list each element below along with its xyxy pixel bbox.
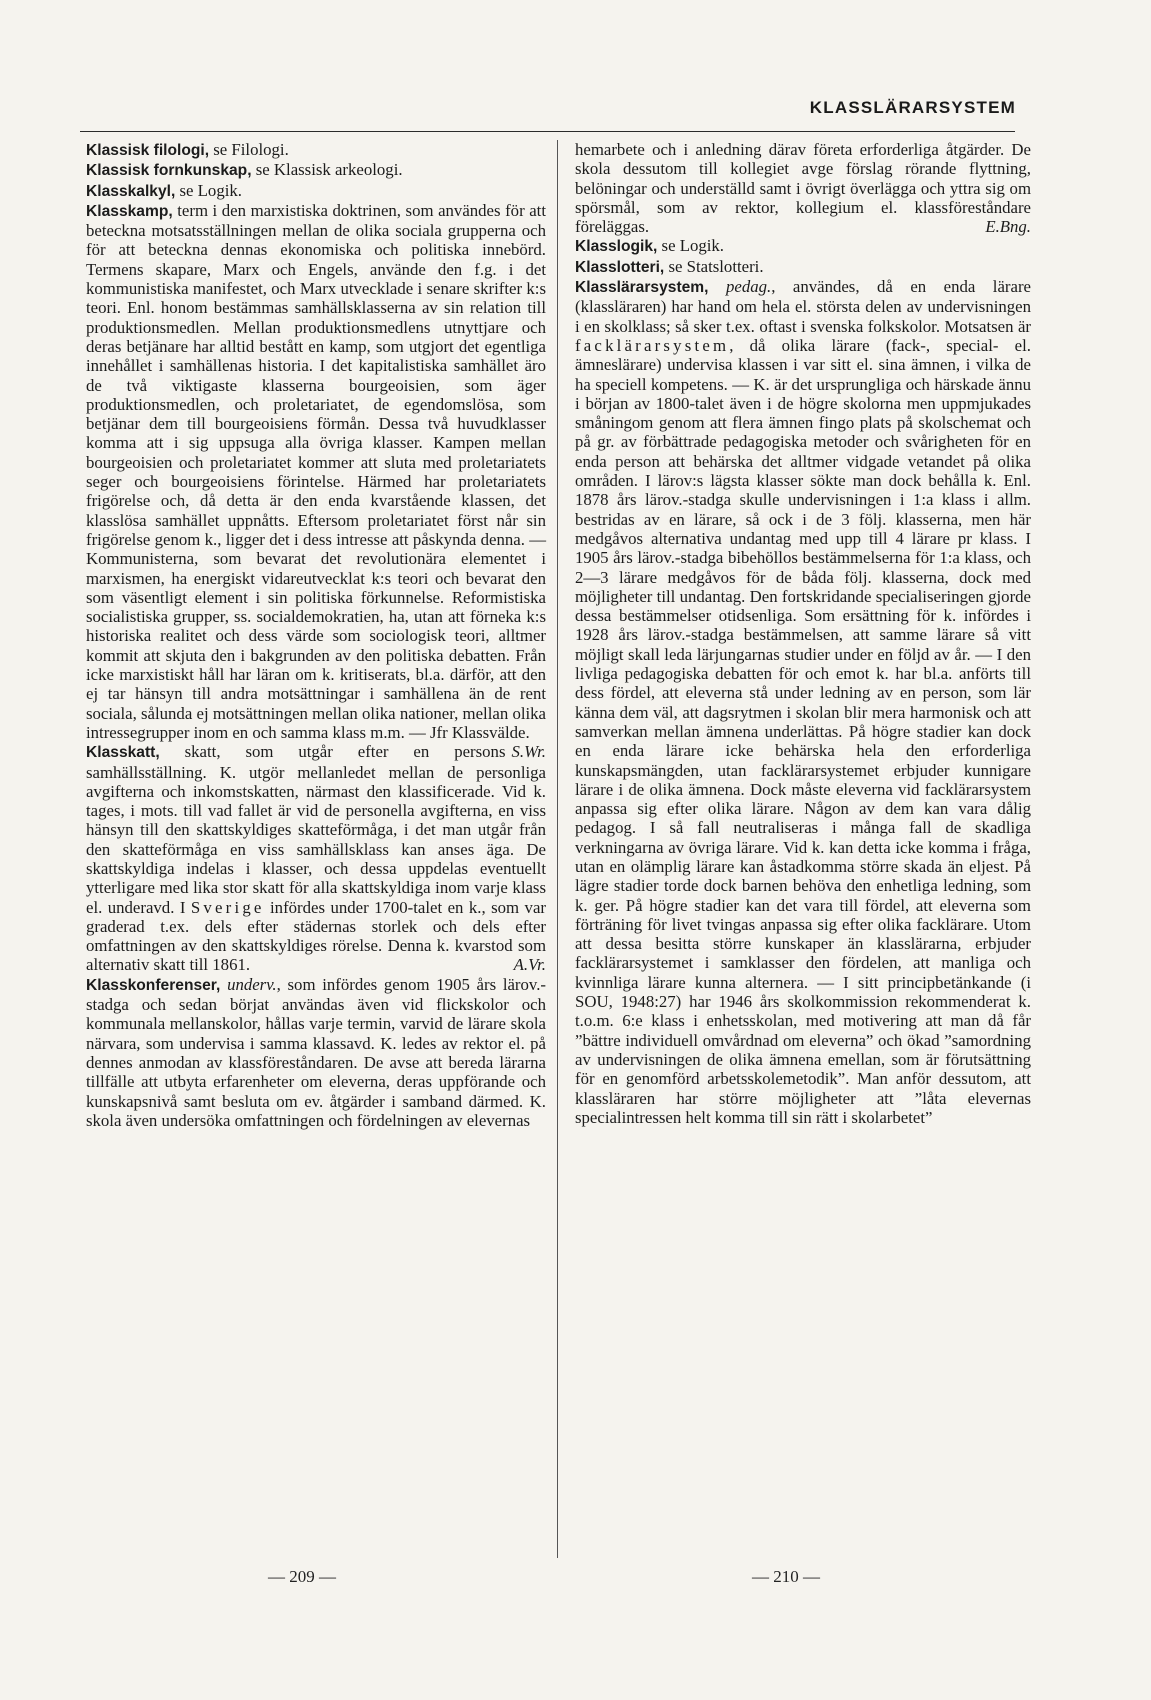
entry-klasslogik [575, 236, 1031, 256]
entry-text: , som infördes genom 1905 års lärov.-stadga och sedan börjat användas även vid flickskolor och kommunala mellanskolor, hållas varje termin, varvid de lärare skola närvara, som undervisa i samma klassavd. K. ledes av rektor el. på dennes anmodan av klassföreståndaren. De avse att bereda lärarna tillfälle att utbyta erfarenheter om eleverna, deras uppförande och kunskapsnivå samt besluta om ev. åtgärder i samband därmed. K. skola även undersöka omfattningen och fördelningen av elevernas [86, 974, 546, 1130]
column-divider [557, 140, 558, 1558]
headword: Klasslotteri, [575, 258, 665, 276]
headword: Klasslogik, [575, 238, 658, 256]
author-signature: A.Vr. [513, 955, 546, 975]
entry-klassisk-filologi [86, 140, 546, 160]
entry-text: , då olika lärare (fack-, special- el. ämneslärare) undervisa klassen i var sitt el. sina ämnen, i vilka de ha speciell kompetens. — K. är det ursprungliga och härskade ännu i början av 1800-talet även i de högre skolorna men uppmjukades småningom genom att flera ämnen fingo plats på skolschemat och på gr. av förbättrade pedagogiska metoder och svårigheten för en enda person att behärska det alltmer vidgade vetandet på olika områden. I lärov:s lägsta klasser sökte man dock behålla k. Enl. 1878 års lärov.-stadga skulle undervisningen i 1:a klass i allm. bestridas av en lärare, så ock i de 3 följ. klasserna, men här medgåvos alternativa undantag med upp till 4 lärare pr klass. I 1905 års lärov.-stadga bibehöllos bestämmelserna för 1:a klass, och 2—3 lärare medgåvos för de båda följ. klasserna, dock med möjligheter till undantag. Den fortskridande specialiseringen gjorde dessa bestämmelser otidsenliga. Som ersättning för k. infördes i 1928 års lärov.-stadga bestämmelsen, att samme lärare så vitt möjligt skall leda lärjungarnas studier under en följd av år. — I den livliga pedagogiska debatten för och emot k. har bl.a. anförts till dess fördel, att eleverna stå under ledning av en person, som lär känna dem väl, att dagsrytmen i skolan blir mera harmonisk och att samverkan mellan ämnena underlättas. På högre stadier kan dock en enda lärare icke behärska hela den erforderliga kunskapsmängden, utan facklärarsystemet erbjuder kunnigare lärare i de olika ämnena. Dock måste eleverna vid facklärarsystem anpassa sig efter olika lärare. Någon av dem kan vara dålig pedagog. I så fall neutraliseras i många fall de skadliga verkningarna av övriga lärare. Vid k. kan detta icke komma i fråga, utan en olämplig lärare kan åstadkomma större skada än eljest. På lägre stadier torde dock barnen behöva den enhetliga ledning, som k. ger. På högre stadier kan det vara till fördel, att eleverna som förträning för livet tvingas anpassa sig efter olika facklärare. Utom att dessa besitta större kunskaper än klasslärarna, erbjuder facklärarsystemet i samklasser den fördelen, att manliga och kvinnliga lärare kunna alternera. — I sitt principbetänkande (i SOU, 1948:27) har 1946 års skolkommission rekommenderat k. t.o.m. 6:e klass i enhetsskolan, med motivering att man då får ”bättre individuell omvårdnad om eleverna” och ökad ”samordning av undervisningen de olika ämnena emellan, som är förutsättning för en genomförd arbetsskolemetodik”. Man anför dessutom, att klassläraren har större möjligheter att ”låta elevernas specialintressen helt komma till sin rätt i skolarbetet” [575, 335, 1031, 1127]
entry-text: se Filologi. [209, 140, 289, 159]
entry-text: term i den marxistiska doktrinen, som användes för att beteckna motsatsställningen mellan de olika sociala grupperna och för att beteckna dennas ekonomiska och politiska innebörd. Termens skapare, Marx och Engels, använde den f.g. i det kommunistiska manifestet, och Marx utvecklade i senare skrifter k:s teori. Enl. honom bestämmas samhällsklasserna av sin relation till produktionsmedlen. Mellan produktionsmedlens utnyttjare och deras betjänare har alltid bestått en kamp, som utgjort det egentliga innehållet i samhällenas historia. I det kapitalistiska samhället äro de två viktigaste klasserna bourgeoisien, som äger produktionsmedlen, och proletariatet, de egendomslösa, som betjänar dem till bourgeoisiens förmån. Dessa två huvudklasser komma att i sig uppsuga alla övriga klasser. Kampen mellan bourgeoisien och proletariatet kommer att sluta med proletariatets seger och bourgeoisiens förintelse. Härmed har proletariatets frigörelse och, då detta är den enda kvarstående klassen, det klasslösa samhället uppnåtts. Eftersom proletariatet först når sin frigörelse genom k., ligger det i dess intresse att påskynda denna. — Kommunisterna, som bevarat det revolutionära elementet i marxismen, ha energiskt vidareutvecklat k:s teori och bevarat den som väsentligt element i sin politiska förkunnelse. Reformistiska socialistiska grupper, ss. socialdemokratien, ha, utan att förneka k:s historiska realitet och dess värde som sociologisk teori, alltmer kommit att skjuta den i bakgrunden av den politiska debatten. Från icke marxistiskt håll har läran om k. kritiserats, bl.a. därför, att den ej tar hänsyn till andra motsättningar i samhällena än de rent sociala, sålunda ej motsättningen mellan olika nationer, mellan olika intressegrupper inom en och samma klass m.m. — Jfr Klassvälde. [86, 200, 546, 742]
subject-label: underv. [220, 974, 277, 994]
headword: Klasskatt, [86, 744, 160, 762]
entry-klasslararsystem [575, 277, 1031, 1127]
headword: Klasskonferenser, [86, 976, 221, 994]
entry-text: se Logik. [175, 180, 242, 200]
headword: Klassisk fornkunskap, [86, 162, 252, 180]
entry-text: skatt, som utgår efter en persons samhällsställning. K. utgör mellanledet mellan de personliga avgifterna och inkomstskatten, närmast den klassificerade. Vid k. tages, i mots. till vad fallet är vid de personella avgifterna, en viss hänsyn till den skattskyldiges skatteförmåga, i det man utgår från den skatteförmåga en viss samhällsklass kan anses äga. De skattskyldiga indelas i klasser, och dessa uppdelas eventuellt ytterligare med lika stor skatt för alla skattskyldiga inom varje klass el. underavd. I [86, 742, 546, 917]
running-title: KLASSLÄRARSYSTEM [809, 98, 1016, 117]
author-signature: S.Wr. [511, 742, 546, 762]
entry-text: infördes under 1700-talet en k., som var graderad t.ex. dels efter städernas storlek och dels efter omfattningen av den skattskyldiges rörelse. Denna k. kvarstod som alternativ skatt till 1861. [86, 897, 546, 975]
spaced-emphasis: facklärarsystem [575, 335, 730, 355]
entry-klasskatt [86, 742, 546, 975]
headword: Klasskamp, [86, 202, 173, 220]
subject-label: pedag. [708, 277, 772, 297]
entry-klasskonferenser [86, 975, 546, 1130]
entry-klasskalkyl [86, 181, 546, 201]
author-signature: E.Bng. [985, 217, 1031, 237]
entry-text: se Logik. [657, 236, 724, 256]
entry-klasslotteri [575, 257, 1031, 277]
header-rule [80, 131, 1015, 132]
headword: Klasslärarsystem, [575, 279, 709, 297]
page-number-right: — 210 — [752, 1567, 820, 1586]
left-column [86, 140, 546, 1130]
entry-text: hemarbete och i anledning därav företa erforderliga åtgärder. De skola dessutom till kollegiet avge förslag rörande flyttning, belöningar och underställd samt i övrigt överlägga och yttra sig om spörsmål, som av rektor, kollegium el. klassföreståndare föreläggas. [575, 140, 1031, 237]
entry-text: , användes, då en enda lärare (klassläraren) har hand om hela el. största delen av undervisningen i en skolklass; så sker t.ex. oftast i svenska folkskolor. Motsatsen är [575, 277, 1031, 336]
entry-text: se Statslotteri. [664, 256, 764, 276]
right-column [575, 140, 1031, 1127]
headword: Klasskalkyl, [86, 182, 176, 200]
entry-continuation [575, 140, 1031, 236]
entry-klassisk-fornkunskap [86, 160, 546, 180]
entry-text: se Klassisk arkeologi. [251, 160, 403, 180]
page-number-left: — 209 — [268, 1567, 336, 1586]
spaced-emphasis: Sverige [190, 897, 265, 917]
headword: Klassisk filologi, [86, 142, 210, 159]
